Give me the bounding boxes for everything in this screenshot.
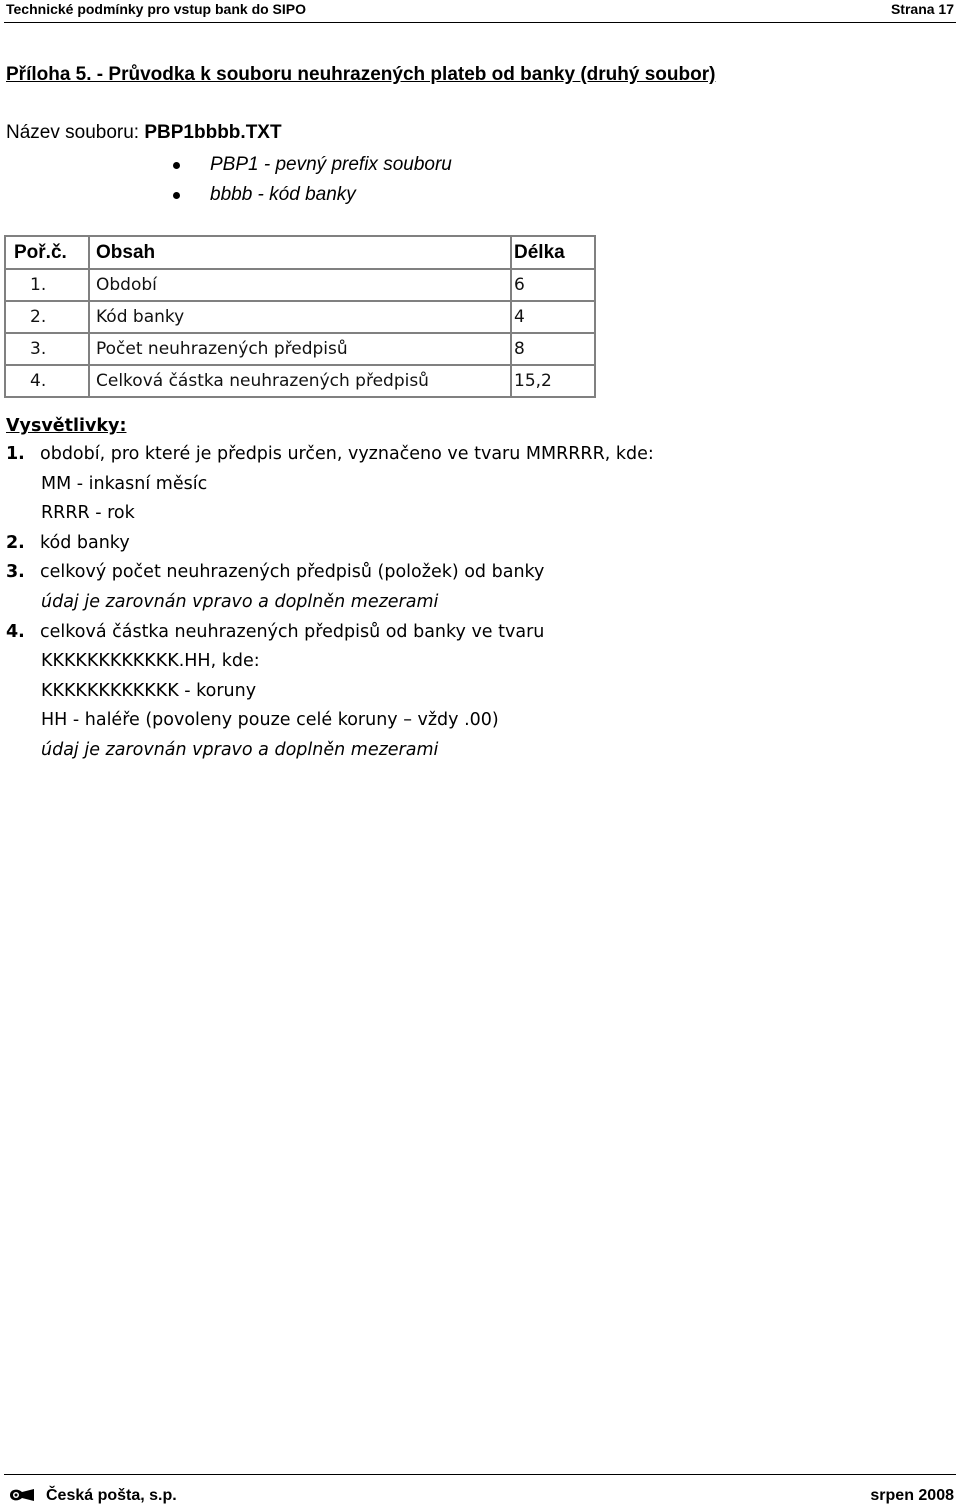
postal-horn-logo-icon [8,1486,38,1504]
filename-parts-list [0,150,452,210]
explanation-item-1: 1. období, pro které je předpis určen, vyznačeno ve tvaru MMRRRR, kde: [6,444,654,464]
explanation-item-4: 4. celková částka neuhrazených předpisů od banky ve tvaru [6,621,545,642]
filename-value: PBP1bbbb.TXT [144,122,282,143]
column-header-content: Obsah [89,236,511,269]
bullet-icon [173,162,180,169]
filename-label: Název souboru: [6,122,145,143]
record-spec-table [4,235,596,398]
filename-line [6,122,282,144]
explanations [6,414,946,766]
table-row: 3. Počet neuhrazených předpisů 8 [5,333,595,365]
document-title: Technické podmínky pro vstup bank do SIPO [6,1,307,17]
explanation-detail: RRRR - rok [41,503,135,524]
explanation-detail: KKKKKKKKKKKK.HH, kde: [41,651,260,672]
appendix-title: Příloha 5. - Průvodka k souboru neuhrazených plateb od banky (druhý soubor) [6,64,716,85]
explanation-item-2: 2. kód banky [6,532,130,553]
company-name: Česká pošta, s.p. [46,1487,177,1504]
document-date: srpen 2008 [870,1487,954,1504]
table-header-row [5,236,595,269]
explanation-item-3: 3. celkový počet neuhrazených předpisů (položek) od banky [6,562,545,583]
explanations-title: Vysvětlivky: [6,416,127,436]
explanation-detail: MM - inkasní měsíc [41,473,208,494]
explanation-note: údaj je zarovnán vpravo a doplněn mezerami [41,591,439,612]
explanation-detail: KKKKKKKKKKKK - koruny [41,680,257,701]
list-item: bbbb - kód banky [0,180,452,210]
page-number: Strana 17 [890,1,954,17]
column-header-length: Délka [511,236,595,269]
bullet-icon [173,192,180,199]
page-footer [4,1474,956,1509]
table-row: 2. Kód banky 4 [5,301,595,333]
explanation-detail: HH - haléře (povoleny pouze celé koruny – vždy .00) [41,710,499,731]
explanation-note: údaj je zarovnán vpravo a doplněn mezerami [41,739,439,760]
table-row: 4. Celková částka neuhrazených předpisů 15,2 [5,365,595,397]
table-row: 1. Období 6 [5,269,595,301]
list-item: PBP1 - pevný prefix souboru [0,150,452,180]
column-header-order: Poř.č. [5,236,89,269]
page-header [4,0,956,23]
